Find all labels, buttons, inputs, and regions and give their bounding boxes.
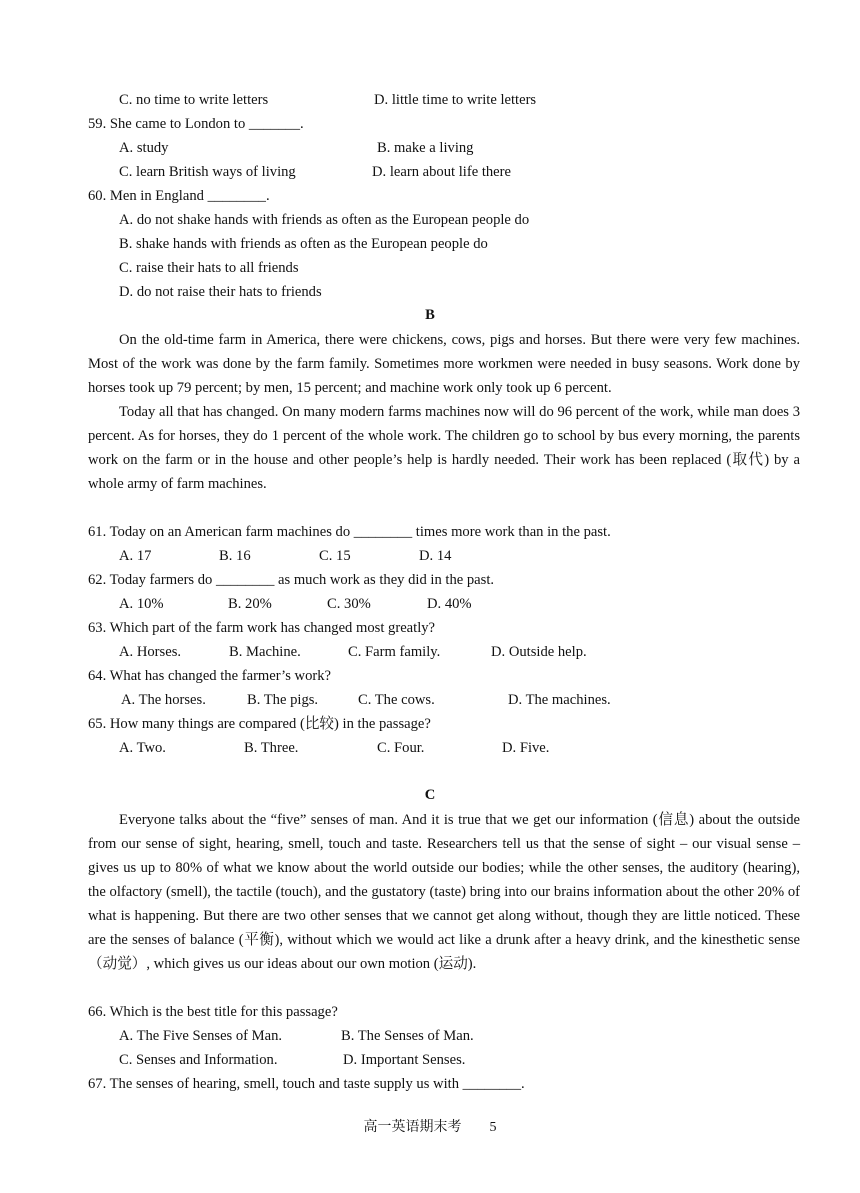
q59-option-b: B. make a living (377, 140, 474, 156)
passage-b (88, 328, 800, 496)
section-heading-c: C (424, 787, 436, 803)
q60-option-d: D. do not raise their hats to friends (119, 284, 322, 300)
passage-b-paragraph-2: Today all that has changed. On many modern farms machines now will do 96 percent of the work, while man does 3 percent. As for horses, they do 1 percent of the whole work. The children go to school by bus every morning, the parents work on the farm or in the house and other people’s help is hardly needed. Their work has been replaced (取代) by a whole army of farm machines. (88, 404, 800, 492)
q67-stem: 67. The senses of hearing, smell, touch and taste supply us with ________. (88, 1076, 525, 1092)
q66-stem: 66. Which is the best title for this passage? (88, 1004, 338, 1020)
q61-option-c: C. 15 (319, 548, 351, 564)
q64-option-a: A. The horses. (121, 692, 206, 708)
q66-option-a: A. The Five Senses of Man. (119, 1028, 283, 1044)
q64-option-d: D. The machines. (508, 692, 611, 708)
q63-option-b: B. Machine. (229, 644, 301, 660)
q58-option-d: D. little time to write letters (374, 92, 537, 108)
q65-option-b: B. Three. (244, 740, 299, 756)
q61-option-a: A. 17 (119, 548, 152, 564)
q59-option-c: C. learn British ways of living (119, 164, 296, 180)
q66-option-b: B. The Senses of Man. (341, 1028, 474, 1044)
page-footer (0, 1116, 860, 1136)
q59-option-a: A. study (119, 140, 169, 156)
q64-stem: 64. What has changed the farmer’s work? (88, 668, 332, 684)
q66-option-c: C. Senses and Information. (119, 1052, 278, 1068)
q64-option-c: C. The cows. (358, 692, 435, 708)
q64-option-b: B. The pigs. (247, 692, 319, 708)
q66-option-d: D. Important Senses. (343, 1052, 466, 1068)
q59-option-d: D. learn about life there (372, 164, 511, 180)
q60-option-a: A. do not shake hands with friends as often as the European people do (119, 212, 530, 228)
passage-c-paragraph-1: Everyone talks about the “five” senses of man. And it is true that we get our information (信息) about the outside from our sense of sight, hearing, smell, touch and taste. Researchers tell us that the sense of sight – our visual sense –gives us up to 80% of what we know about the world outside our bodies; while the other senses, the auditory (hearing), the olfactory (smell), the tactile (touch), and the gustatory (taste) bring into our brains information about the other 20% of what is happening. But there are two other senses that we cannot get along without, though they are little noticed. These are the senses of balance (平衡), without which we would act like a drunk after a heavy drink, and the kinesthetic sense（动觉）, which gives us our ideas about our own motion (运动). (88, 812, 800, 972)
section-heading-b: B (425, 307, 435, 323)
q61-option-d: D. 14 (419, 548, 452, 564)
passage-b-paragraph-1: On the old-time farm in America, there were chickens, cows, pigs and horses. But there were very few machines. Most of the work was done by the farm family. Sometimes more workmen were needed in busy seasons. Work done by horses took up 79 percent; by men, 15 percent; and machine work only took up 6 percent. (88, 332, 800, 396)
q62-stem: 62. Today farmers do ________ as much work as they did in the past. (88, 572, 495, 588)
q65-option-a: A. Two. (119, 740, 166, 756)
q60-option-b: B. shake hands with friends as often as the European people do (119, 236, 488, 252)
q63-option-d: D. Outside help. (491, 644, 587, 660)
footer-title: 高一英语期末考 (363, 1120, 462, 1135)
q65-stem: 65. How many things are compared (比较) in the passage? (88, 716, 431, 732)
q62-option-a: A. 10% (119, 596, 164, 612)
page-number: 5 (489, 1120, 497, 1135)
q60-stem: 60. Men in England ________. (88, 188, 270, 204)
passage-c (88, 808, 800, 976)
q65-option-c: C. Four. (377, 740, 425, 756)
q58-option-c: C. no time to write letters (119, 92, 269, 108)
q61-option-b: B. 16 (219, 548, 251, 564)
q62-option-c: C. 30% (327, 596, 371, 612)
q63-option-a: A. Horses. (119, 644, 182, 660)
q60-option-c: C. raise their hats to all friends (119, 260, 299, 276)
q65-option-d: D. Five. (502, 740, 550, 756)
q62-option-b: B. 20% (228, 596, 272, 612)
q63-stem: 63. Which part of the farm work has changed most greatly? (88, 620, 436, 636)
q59-stem: 59. She came to London to _______. (88, 116, 304, 132)
q62-option-d: D. 40% (427, 596, 472, 612)
q63-option-c: C. Farm family. (348, 644, 441, 660)
q61-stem: 61. Today on an American farm machines do ________ times more work than in the past. (88, 524, 611, 540)
